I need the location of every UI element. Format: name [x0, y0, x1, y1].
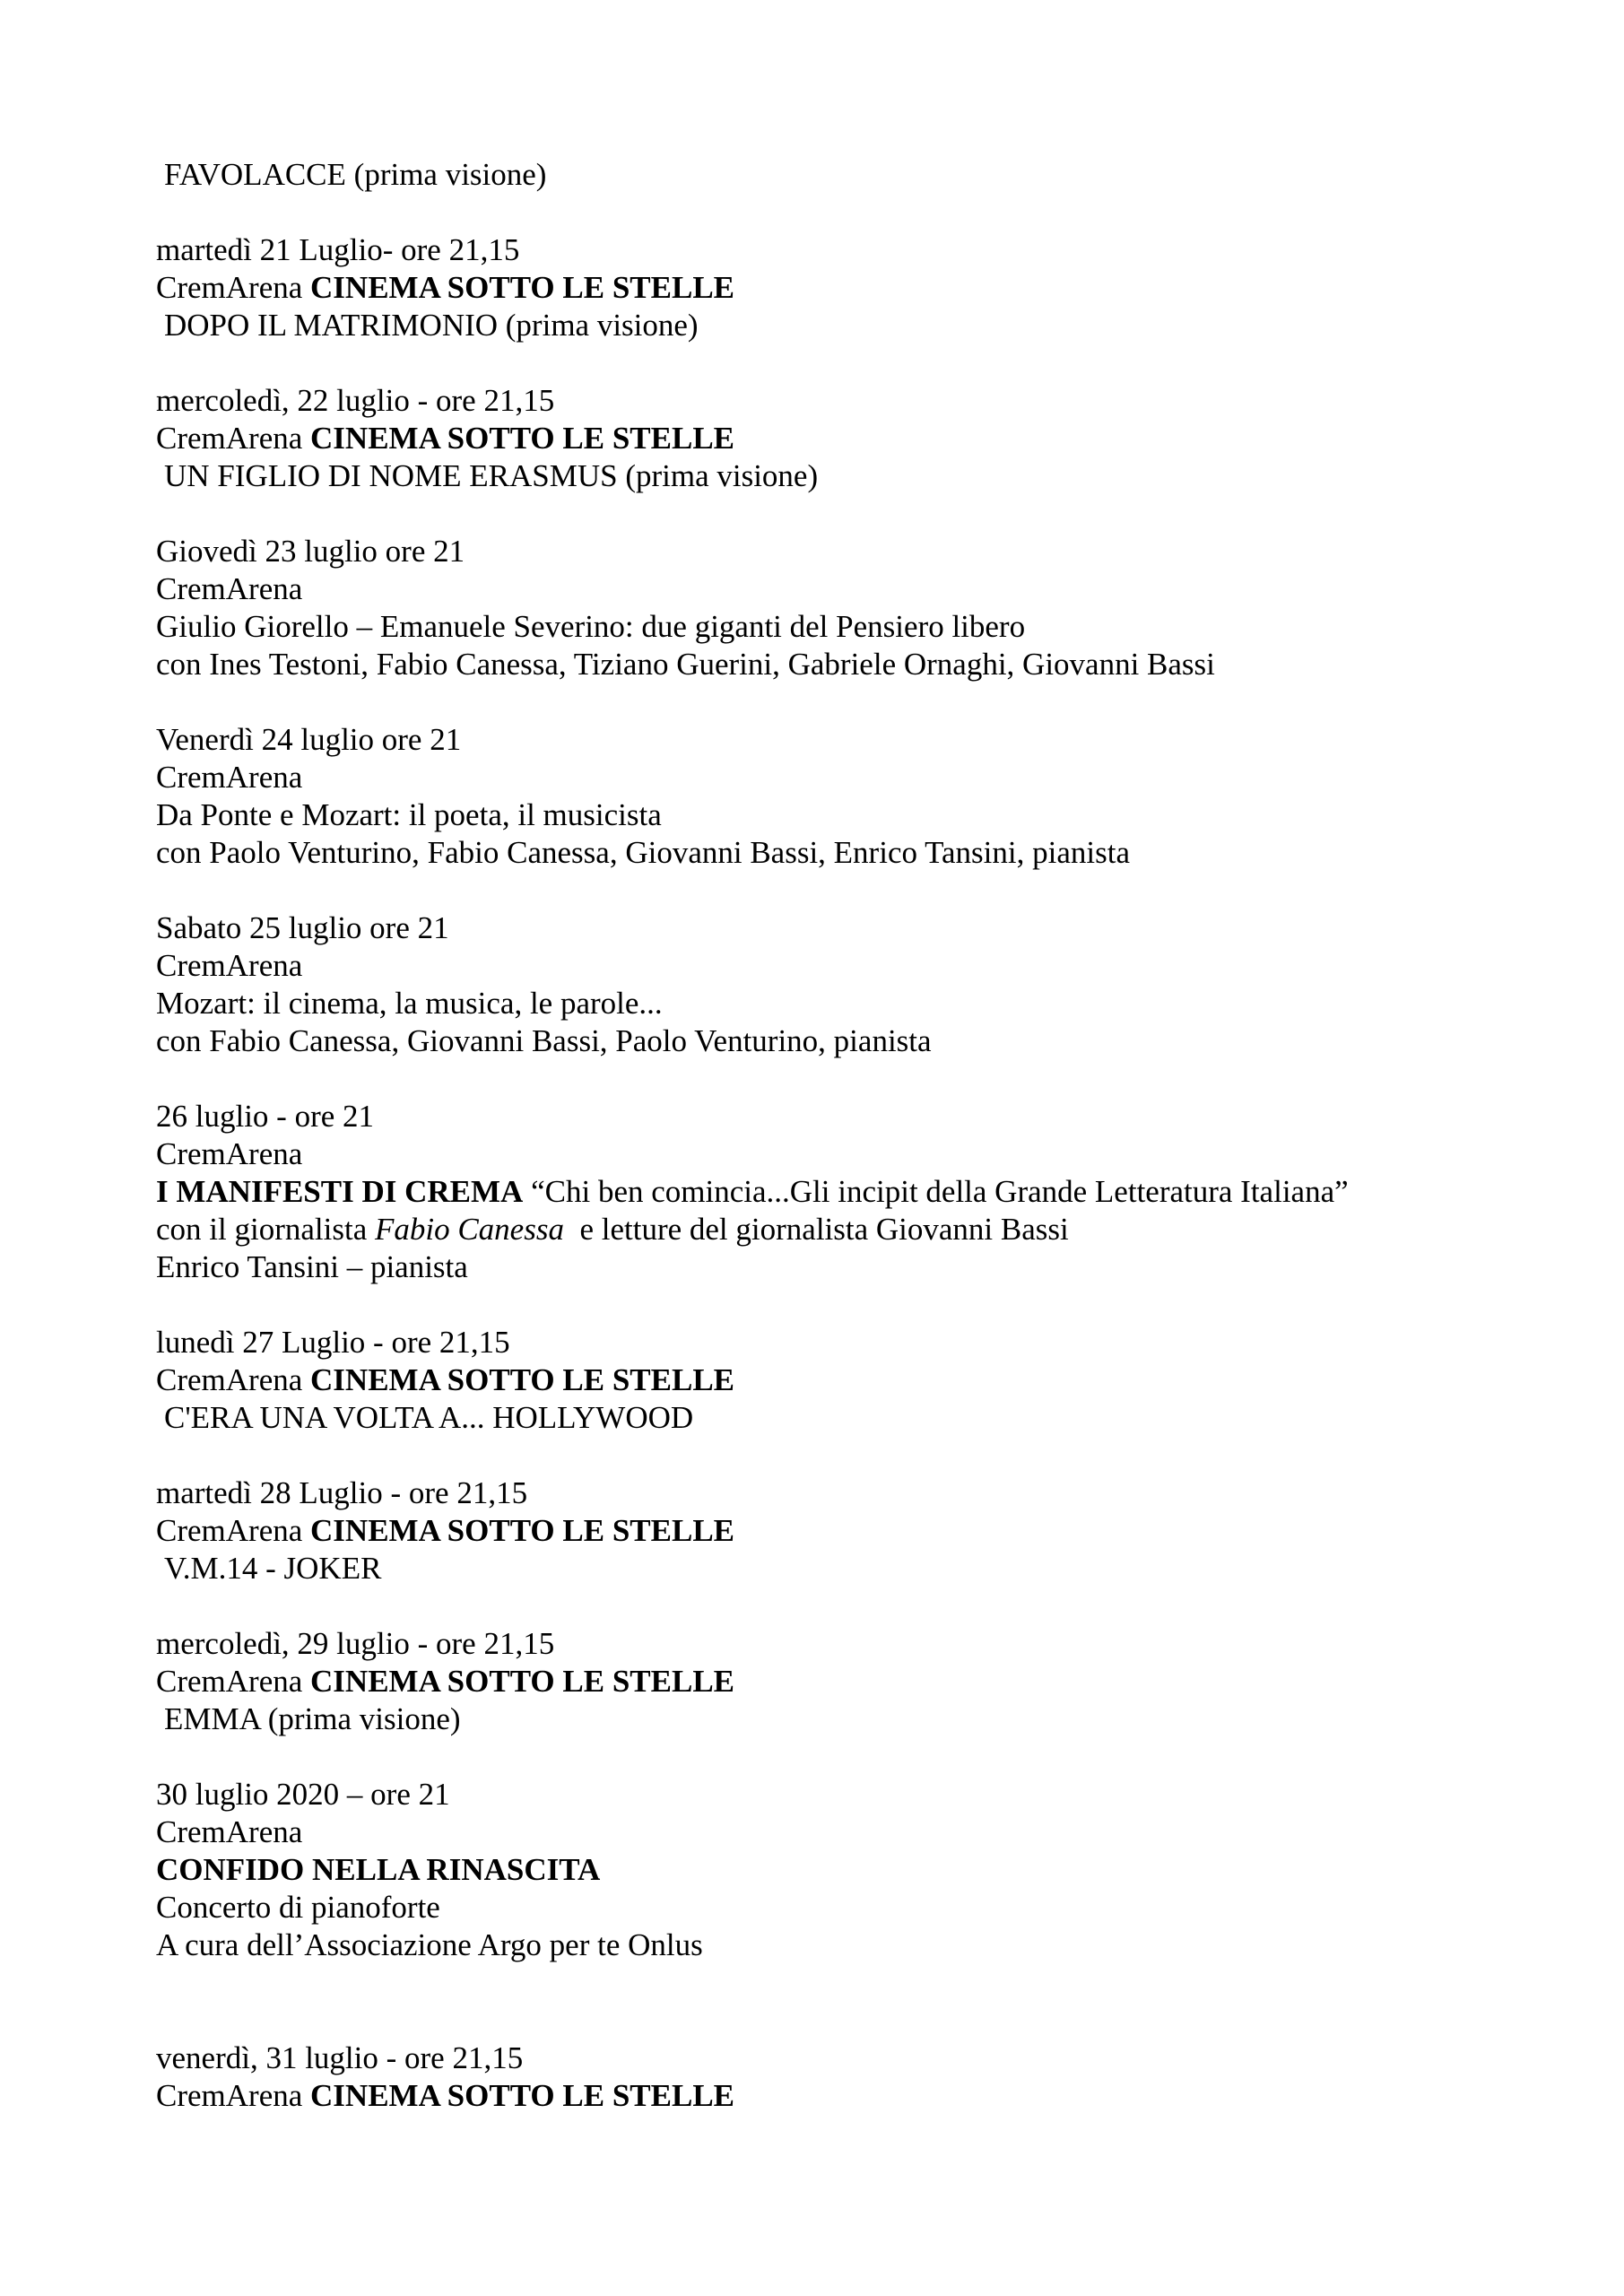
event-venue: CremArena — [156, 421, 303, 456]
event-entry — [156, 533, 1483, 683]
event-organizer: A cura dell’Associazione Argo per te Onlus — [156, 1927, 703, 1962]
event-venue: CremArena — [156, 1136, 303, 1171]
event-entry — [156, 909, 1483, 1060]
event-venue-line — [156, 1663, 1483, 1700]
event-date: mercoledì, 29 luglio - ore 21,15 — [156, 1626, 555, 1661]
event-guests: con Paolo Venturino, Fabio Canessa, Giovanni Bassi, Enrico Tansini, pianista — [156, 835, 1130, 870]
event-entry — [156, 156, 1483, 194]
event-venue-line — [156, 1361, 1483, 1399]
event-venue: CremArena — [156, 948, 303, 983]
event-date: martedì 21 Luglio- ore 21,15 — [156, 232, 520, 267]
event-series: CINEMA SOTTO LE STELLE — [310, 1513, 735, 1548]
event-series: CINEMA SOTTO LE STELLE — [310, 2078, 735, 2113]
event-title: Mozart: il cinema, la musica, le parole... — [156, 986, 663, 1021]
event-date: 26 luglio - ore 21 — [156, 1099, 375, 1134]
event-title-line — [156, 1173, 1483, 1211]
event-title-bold: I MANIFESTI DI CREMA — [156, 1174, 524, 1209]
event-venue: CremArena — [156, 571, 303, 606]
event-entry — [156, 721, 1483, 872]
event-venue-line — [156, 420, 1483, 457]
event-date: Giovedì 23 luglio ore 21 — [156, 534, 465, 569]
event-venue: CremArena — [156, 760, 303, 795]
event-extra: Enrico Tansini – pianista — [156, 1249, 468, 1284]
event-series: CINEMA SOTTO LE STELLE — [310, 270, 735, 305]
event-title: UN FIGLIO DI NOME ERASMUS (prima visione) — [164, 458, 819, 493]
event-venue: CremArena — [156, 2078, 303, 2113]
event-entry — [156, 1776, 1483, 1964]
event-title: EMMA (prima visione) — [164, 1701, 461, 1736]
event-date: mercoledì, 22 luglio - ore 21,15 — [156, 383, 555, 418]
event-series: CINEMA SOTTO LE STELLE — [310, 1362, 735, 1397]
event-venue: CremArena — [156, 1362, 303, 1397]
event-guests: con Fabio Canessa, Giovanni Bassi, Paolo Venturino, pianista — [156, 1023, 932, 1058]
event-entry — [156, 1098, 1483, 1286]
event-schedule — [156, 156, 1483, 2115]
event-venue-line — [156, 1512, 1483, 1550]
event-venue: CremArena — [156, 1814, 303, 1849]
event-venue: CremArena — [156, 270, 303, 305]
event-date: venerdì, 31 luglio - ore 21,15 — [156, 2040, 524, 2075]
event-guests: con Ines Testoni, Fabio Canessa, Tiziano Guerini, Gabriele Ornaghi, Giovanni Bassi — [156, 647, 1215, 682]
event-title-bold: CONFIDO NELLA RINASCITA — [156, 1852, 601, 1887]
event-title: Da Ponte e Mozart: il poeta, il musicista — [156, 797, 662, 832]
event-series: CINEMA SOTTO LE STELLE — [310, 1664, 735, 1699]
event-entry — [156, 382, 1483, 495]
event-venue-line — [156, 2077, 1483, 2115]
event-date: 30 luglio 2020 – ore 21 — [156, 1777, 450, 1812]
event-entry — [156, 1474, 1483, 1587]
event-date: martedì 28 Luglio - ore 21,15 — [156, 1475, 528, 1510]
event-entry — [156, 2039, 1483, 2115]
event-guests-pre: con il giornalista — [156, 1212, 375, 1247]
event-title-rest: “Chi ben comincia...Gli incipit della Grande Letteratura Italiana” — [523, 1174, 1349, 1209]
event-venue: CremArena — [156, 1513, 303, 1548]
event-title: DOPO IL MATRIMONIO (prima visione) — [164, 308, 699, 343]
event-guests-line — [156, 1211, 1483, 1248]
event-subtitle: Concerto di pianoforte — [156, 1890, 440, 1925]
event-venue: CremArena — [156, 1664, 303, 1699]
event-date: Venerdì 24 luglio ore 21 — [156, 722, 462, 757]
event-entry — [156, 1625, 1483, 1738]
event-date: Sabato 25 luglio ore 21 — [156, 910, 449, 945]
event-entry — [156, 231, 1483, 344]
event-guests-italic: Fabio Canessa — [374, 1212, 564, 1247]
event-title — [156, 1851, 1483, 1889]
event-venue-line — [156, 269, 1483, 307]
event-title: FAVOLACCE (prima visione) — [164, 157, 547, 192]
event-entry — [156, 1324, 1483, 1437]
event-title: V.M.14 - JOKER — [164, 1551, 382, 1586]
event-title: Giulio Giorello – Emanuele Severino: due giganti del Pensiero libero — [156, 609, 1026, 644]
event-guests-post: e letture del giornalista Giovanni Bassi — [563, 1212, 1069, 1247]
event-title: C'ERA UNA VOLTA A... HOLLYWOOD — [164, 1400, 694, 1435]
event-date: lunedì 27 Luglio - ore 21,15 — [156, 1325, 510, 1360]
event-series: CINEMA SOTTO LE STELLE — [310, 421, 735, 456]
